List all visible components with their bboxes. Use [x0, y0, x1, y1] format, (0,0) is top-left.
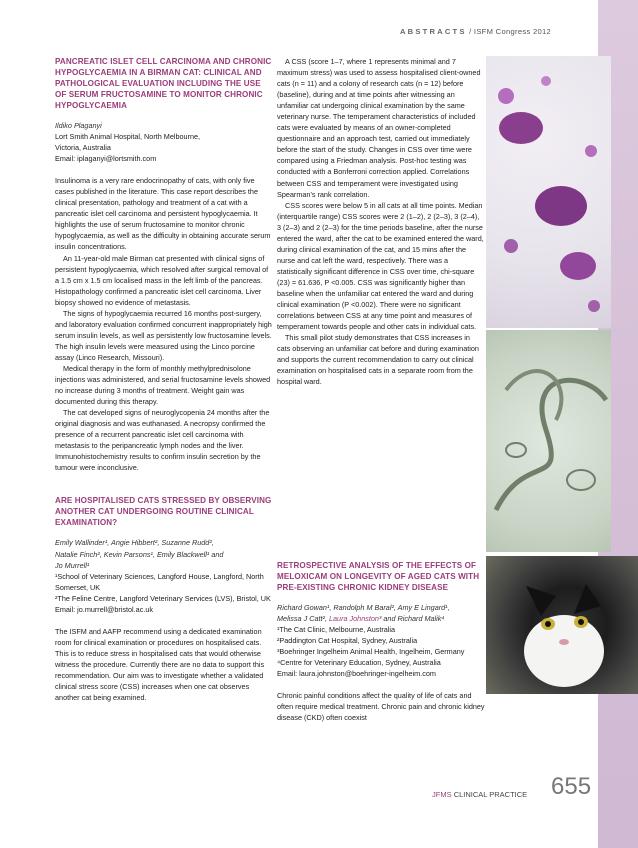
- article1-title: PANCREATIC ISLET CELL CARCINOMA AND CHRONIC HYPOGLYCAEMIA IN A BIRMAN CAT: CLINICAL AND PATHOLOGICAL EVALUATION INCLUDING THE USE OF SERUM FRUCTOSAMINE TO MONITOR CHRONIC HYPOGLYCAEMIA: [55, 57, 272, 110]
- article1-email: Email: iplaganyi@lortsmith.com: [55, 154, 157, 164]
- article2-affiliation-2: ²The Feline Centre, Langford Veterinary Services (LVS), Bristol, UK: [55, 593, 271, 603]
- article2-authors-1: Emily Wallinder¹, Angie Hibbert², Suzanne Rudd²,: [55, 538, 214, 548]
- article1-affiliation-1: Lort Smith Animal Hospital, North Melbourne,: [55, 132, 201, 142]
- article2-authors-2: Natalie Finch², Kevin Parsons¹, Emily Blackwell¹ and: [55, 549, 224, 559]
- article3-author-malik: ³ and Richard Malik⁴: [378, 614, 445, 624]
- article1-paragraph-3: The signs of hypoglycaemia recurred 16 months post-surgery, and laboratory evaluation confirmed concurrent inappropriately high serum insulin levels, as well as persistently low fructosamine levels. The high insulin levels were measured using the Linco porcine assay (Linco Research, Missouri).: [55, 308, 272, 362]
- article3-author-catt: Melissa J Catt²,: [277, 614, 329, 624]
- running-footer: [432, 790, 527, 799]
- footer-section: CLINICAL PRACTICE: [453, 790, 528, 799]
- article1-paragraph-1: Insulinoma is a very rare endocrinopathy of cats, with only five cases published in the literature. This case report describes the clinical presentation, pathology and treatment of a cat with a pancreatic islet cell carcinoma and persistent hypoglycaemia. It highlights the use of serum fructosamine to monitor chronic hypoglycaemia, as well as the difficulty in obtaining accurate serum insulin concentrations.: [55, 176, 271, 252]
- running-header: [400, 27, 551, 36]
- article3-paragraph-1: Chronic painful conditions affect the quality of life of cats and often require medical treatment. Chronic pain and chronic kidney disease (CKD) often coexist: [277, 691, 485, 723]
- article2-paragraph-4: This small pilot study demonstrates that CSS increases in cats observing an unfamiliar cat before and during examination and supports the current recommendation to carry out clinical examination on hospitalised cats in a separate room from the hospital ward.: [277, 333, 479, 387]
- article2-email: Email: jo.murrell@bristol.ac.uk: [55, 604, 154, 614]
- article1-paragraph-4: Medical therapy in the form of monthly methylprednisolone injections was administered, and serial fructosamine levels showed no increase during 3 months of treatment. Weight gain was documented during this therapy.: [55, 363, 271, 407]
- header-separator: /: [469, 27, 472, 36]
- middle-column-lower: [277, 560, 485, 723]
- header-congress: ISFM Congress 2012: [473, 27, 552, 36]
- micrograph-image: [486, 56, 611, 328]
- article3-authors-2: [277, 613, 485, 624]
- article2-title: ARE HOSPITALISED CATS STRESSED BY OBSERVING ANOTHER CAT UNDERGOING ROUTINE CLINICAL EXAMINATION?: [55, 496, 272, 528]
- article3-affiliation-2: ²Paddington Cat Hospital, Sydney, Australia: [277, 636, 418, 646]
- article2-authors-3: Jo Murrell¹: [55, 560, 90, 570]
- page-number: 655: [551, 773, 592, 800]
- article2-paragraph-2: A CSS (score 1–7, where 1 represents minimal and 7 maximum stress) was used to assess hospitalised client-owned cats (n = 11) and a colony of research cats (n = 12) before (baseline), during and at time points after witnessing an unfamiliar cat undergoing clinical examination by the same veterinary nurse. The temperament characteristics of included cats were evaluated by means of an owner-completed questionnaire and an approach test, carried out immediately before the start of the study. Changes in CSS over time were compared using a Friedman analysis. Post-hoc testing was conducted with a Bonferroni correction applied. Correlations between CSS and temperament were investigated using Spearman's rank correlation.: [277, 57, 481, 199]
- article1-paragraph-5: The cat developed signs of neuroglycopenia 24 months after the original diagnosis and was euthanased. A necropsy confirmed the presence of a recurrent pancreatic islet cell carcinoma with metastasis to the peripancreatic lymph nodes and the liver. Immunohistochemistry results to confirm insulin secretion by the tumour were inconclusive.: [55, 408, 270, 473]
- parasite-image: [486, 330, 611, 552]
- header-section: ABSTRACTS: [400, 27, 467, 36]
- article3-author-johnston: Laura Johnston: [328, 614, 379, 624]
- article3-affiliation-4: ⁴Centre for Veterinary Education, Sydney, Australia: [277, 658, 441, 668]
- article1-paragraph-2: An 11-year-old male Birman cat presented with clinical signs of persistent hypoglycaemia, which resolved after surgical removal of a 1.5 cm x 1.5 cm localised mass in the left limb of the pancreas. Histopathology confirmed a pancreatic islet cell carcinoma. Liver biopsy showed no evidence of metastasis.: [55, 253, 269, 307]
- article3-affiliation-1: ¹The Cat Clinic, Melbourne, Australia: [277, 625, 396, 635]
- article2-affiliation-1: ¹School of Veterinary Sciences, Langford House, Langford, North Somerset, UK: [55, 571, 264, 592]
- article2-paragraph-1: The ISFM and AAFP recommend using a dedicated examination room for clinical examination or procedures on hospitalised cats. This is to reduce stress in hospitalised cats that would otherwise witness the procedure. Currently there are no data to support this recommendation. Our aim was to investigate whether a validated clinical stress score (CSS) increases when one cat observes another cat being examined.: [55, 626, 265, 703]
- article3-email: Email: laura.johnston@boehringer-ingelheim.com: [277, 669, 436, 679]
- article2-paragraph-3: CSS scores were below 5 in all cats at all time points. Median (interquartile range) CSS scores were 2 (1–2), 2 (2–3), 3 (2–4), 3 (2–3) and 2 (2–3) for the time periods baseline, after the nurse entered the ward, after the cat to be examined entered the ward, during clinical examination of the cat, and 15 mins after the nurse and cat left the ward, respectively. There was a statistically significant difference in CSS over time, chi-square (23) = 61.636, P <0.005. CSS was significantly higher than baseline when the unfamiliar cat entered the ward and during clinical examination (P <0.002). There were no significant correlations between CSS at any time point and measures of temperament towards people and other cats in individual cats.: [277, 200, 484, 332]
- cat-photo: [486, 556, 638, 694]
- article3-affiliation-3: ³Boehringer Ingelheim Animal Health, Ingelheim, Germany: [277, 647, 465, 657]
- footer-journal: JFMS: [432, 790, 452, 799]
- article3-title: RETROSPECTIVE ANALYSIS OF THE EFFECTS OF MELOXICAM ON LONGEVITY OF AGED CATS WITH PRE-EXISTING CHRONIC KIDNEY DISEASE: [277, 561, 480, 592]
- left-column: [55, 56, 273, 703]
- article1-affiliation-2: Victoria, Australia: [55, 143, 111, 153]
- middle-column: [277, 56, 484, 387]
- article3-authors-1: Richard Gowan¹, Randolph M Baral², Amy E Lingard¹,: [277, 603, 450, 612]
- article1-author: Ildiko Plaganyi: [55, 121, 102, 130]
